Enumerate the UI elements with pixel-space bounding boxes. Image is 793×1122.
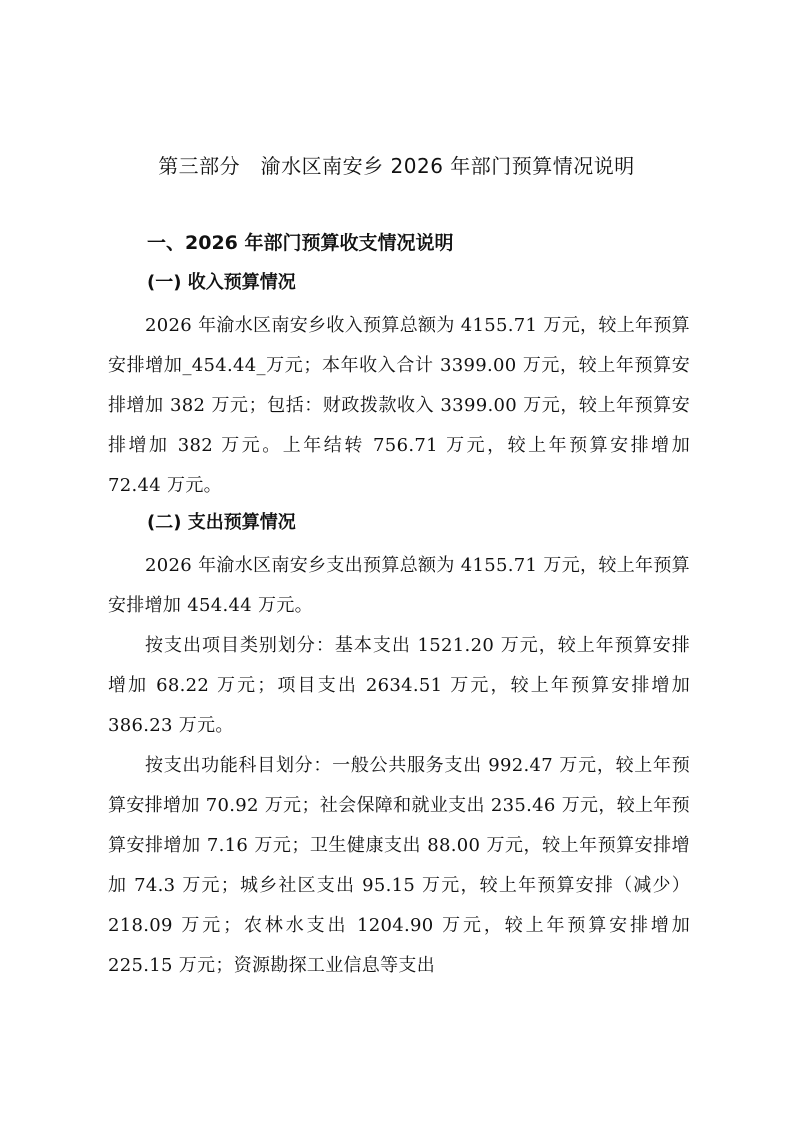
paragraph-expenditure-by-type: 按支出项目类别划分：基本支出 1521.20 万元，较上年预算安排增加 68.22 万元；项目支出 2634.51 万元，较上年预算安排增加 386.23 万元。 <box>108 635 690 736</box>
subheading-expenditure: (二) 支出预算情况 <box>147 512 296 533</box>
paragraph-income: 2026 年渝水区南安乡收入预算总额为 4155.71 万元，较上年预算安排增加_454.44_万元；本年收入合计 3399.00 万元，较上年预算安排增加 382 万元；包括：财政拨款收入 3399.00 万元，较上年预算安排增加 382 万元。上年结转 756.71 万元，较上年预算安排增加 72.44 万元。 <box>108 315 690 496</box>
subheading-income: (一) 收入预算情况 <box>147 272 296 293</box>
section-heading-budget-overview: 一、2026 年部门预算收支情况说明 <box>147 232 454 254</box>
paragraph-expenditure-total: 2026 年渝水区南安乡支出预算总额为 4155.71 万元，较上年预算安排增加 454.44 万元。 <box>108 555 690 616</box>
page-title: 第三部分 渝水区南安乡 2026 年部门预算情况说明 <box>158 154 635 178</box>
paragraph-expenditure-by-function: 按支出功能科目划分：一般公共服务支出 992.47 万元，较上年预算安排增加 70.92 万元；社会保障和就业支出 235.46 万元，较上年预算安排增加 7.16 万元；卫生健康支出 88.00 万元，较上年预算安排增加 74.3 万元；城乡社区支出 95.15 万元，较上年预算安排（减少）218.09 万元；农林水支出 1204.90 万元，较上年预算安排增加 225.15 万元；资源勘探工业信息等支出 <box>108 755 690 976</box>
